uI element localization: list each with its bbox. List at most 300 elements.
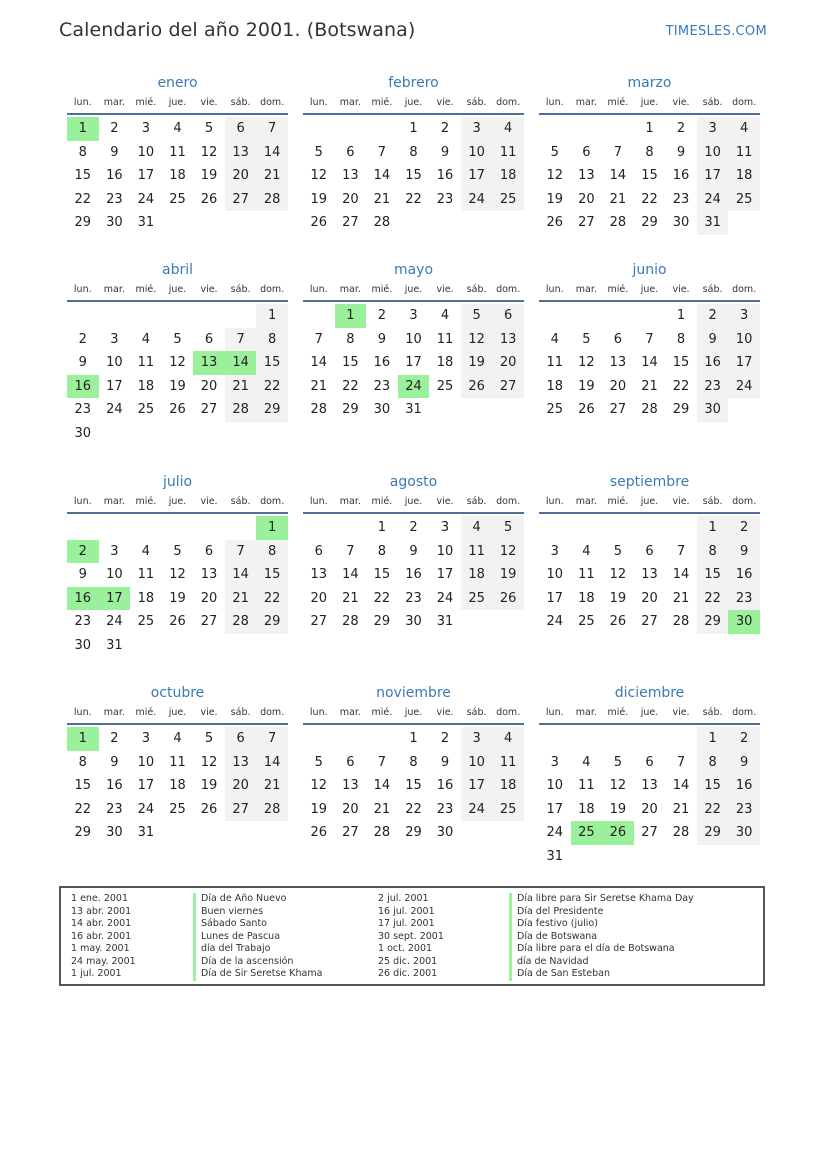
day-cell: 23	[373, 378, 391, 394]
day-cell: 30	[405, 614, 422, 629]
day-cell: 6	[204, 331, 214, 347]
month-agosto	[303, 472, 524, 634]
day-cell: 9	[440, 144, 450, 160]
day-cell: 7	[314, 331, 323, 347]
day-cell: 18	[578, 590, 595, 606]
day-cell: 6	[582, 144, 591, 160]
day-cell: 22	[641, 191, 658, 207]
day-grid	[539, 115, 760, 235]
month-name: junio	[632, 262, 667, 278]
month-name: mayo	[393, 262, 434, 278]
empty-cell	[303, 727, 335, 751]
day-cell: 22	[342, 378, 359, 394]
day-cell: 10	[546, 567, 564, 582]
day-cell: 18	[137, 378, 155, 394]
day-cell: 8	[377, 543, 387, 559]
day-cell: 24	[106, 402, 123, 417]
day-cell: 30	[672, 215, 690, 230]
weekday-label: dom.	[732, 496, 757, 507]
day-cell: 2	[728, 727, 760, 751]
empty-cell	[303, 304, 335, 328]
holiday-day-cell: 14	[225, 351, 257, 375]
empty-cell	[193, 304, 225, 328]
day-cell: 31	[405, 402, 422, 417]
day-cell: 20	[342, 191, 359, 207]
legend-date: 13 abr. 2001	[71, 905, 132, 917]
day-cell: 12	[200, 754, 218, 770]
legend-dates-left	[71, 893, 136, 981]
weekday-label: lun.	[73, 97, 92, 108]
day-cell: 28	[672, 825, 690, 840]
weekday-label: jue.	[168, 284, 187, 295]
day-cell: 3	[461, 117, 493, 141]
day-cell: 20	[492, 351, 524, 375]
weekday-label: mié.	[607, 496, 629, 507]
holiday-day-cell: 16	[67, 375, 99, 399]
empty-cell	[602, 516, 634, 540]
month-name: diciembre	[614, 685, 685, 701]
day-cell: 7	[225, 540, 257, 564]
day-cell: 24	[697, 188, 729, 212]
weekday-label: vie.	[200, 97, 218, 108]
legend-date: 24 may. 2001	[71, 955, 136, 967]
day-cell: 15	[641, 168, 658, 183]
weekday-header	[67, 495, 288, 514]
day-cell: 8	[256, 540, 288, 564]
day-cell: 26	[310, 825, 328, 840]
day-cell: 22	[672, 378, 690, 394]
day-cell: 11	[546, 355, 564, 370]
day-cell: 3	[461, 727, 493, 751]
day-cell: 18	[169, 778, 186, 793]
day-cell: 29	[342, 402, 359, 417]
day-cell: 7	[676, 543, 686, 559]
day-cell: 1	[697, 727, 729, 751]
day-cell: 5	[613, 754, 623, 770]
day-cell: 2	[440, 121, 450, 136]
empty-cell	[665, 516, 697, 540]
weekday-label: dom.	[260, 284, 285, 295]
day-cell: 27	[225, 188, 257, 212]
weekday-label: mar.	[339, 284, 361, 295]
day-cell: 12	[169, 567, 186, 582]
empty-cell	[571, 117, 603, 141]
day-cell: 14	[373, 778, 391, 793]
holiday-day-cell: 17	[99, 587, 131, 611]
day-cell: 8	[697, 540, 729, 564]
month-marzo	[539, 73, 760, 235]
empty-cell	[539, 117, 571, 141]
weekday-label: sáb.	[230, 97, 251, 108]
day-cell: 8	[78, 144, 87, 160]
day-cell: 1	[409, 121, 418, 136]
weekday-label: dom.	[496, 707, 521, 718]
weekday-label: jue.	[640, 707, 659, 718]
legend-holiday-name: Sábado Santo	[193, 918, 322, 931]
day-cell: 27	[609, 402, 627, 417]
month-noviembre	[303, 683, 524, 845]
day-cell: 6	[613, 331, 623, 347]
holiday-day-cell: 24	[398, 375, 430, 399]
month-febrero	[303, 73, 524, 235]
weekday-label: mié.	[607, 97, 629, 108]
weekday-label: vie.	[672, 284, 690, 295]
weekday-label: dom.	[732, 707, 757, 718]
day-cell: 29	[697, 821, 729, 845]
weekday-label: jue.	[404, 97, 423, 108]
day-cell: 30	[106, 825, 123, 840]
weekday-label: jue.	[640, 97, 659, 108]
day-cell: 23	[405, 590, 422, 606]
weekday-label: dom.	[260, 496, 285, 507]
day-cell: 13	[342, 168, 359, 183]
day-cell: 14	[256, 141, 288, 165]
day-cell: 1	[676, 308, 686, 323]
weekday-label: mar.	[339, 97, 361, 108]
day-cell: 13	[492, 328, 524, 352]
day-cell: 10	[461, 751, 493, 775]
brand-link[interactable]: TIMESLES.COM	[665, 24, 767, 39]
day-cell: 3	[110, 331, 119, 347]
day-cell: 26	[578, 402, 595, 417]
day-cell: 17	[546, 801, 564, 817]
day-cell: 16	[728, 563, 760, 587]
day-cell: 23	[436, 801, 454, 817]
weekday-label: sáb.	[466, 496, 487, 507]
day-cell: 19	[169, 590, 186, 606]
day-cell: 24	[461, 798, 493, 822]
legend-holiday-name: Día de la ascensión	[193, 956, 322, 969]
day-cell: 3	[440, 520, 450, 535]
day-cell: 23	[728, 798, 760, 822]
day-cell: 18	[546, 378, 564, 394]
day-cell: 22	[405, 801, 422, 817]
day-cell: 21	[672, 590, 690, 606]
day-cell: 31	[697, 211, 729, 235]
day-cell: 18	[728, 164, 760, 188]
day-cell: 26	[169, 614, 186, 629]
day-cell: 22	[256, 375, 288, 399]
day-cell: 24	[436, 590, 454, 606]
day-cell: 31	[436, 614, 454, 629]
weekday-label: mar.	[575, 284, 597, 295]
weekday-label: lun.	[309, 496, 328, 507]
empty-cell	[366, 727, 398, 751]
day-cell: 1	[697, 516, 729, 540]
holiday-legend	[59, 886, 765, 986]
day-cell: 24	[546, 614, 564, 629]
weekday-label: mar.	[103, 284, 125, 295]
day-cell: 13	[225, 141, 257, 165]
day-cell: 22	[373, 590, 391, 606]
month-name: marzo	[627, 75, 672, 91]
day-cell: 20	[310, 590, 328, 606]
holiday-day-cell: 2	[67, 540, 99, 564]
day-cell: 26	[200, 191, 218, 207]
legend-holiday-name: Día de San Esteban	[509, 968, 694, 981]
weekday-label: sáb.	[702, 284, 723, 295]
day-cell: 9	[78, 567, 87, 582]
day-cell: 25	[492, 798, 524, 822]
day-cell: 7	[676, 754, 686, 770]
weekday-label: vie.	[200, 707, 218, 718]
day-cell: 18	[492, 774, 524, 798]
weekday-label: lun.	[545, 97, 564, 108]
weekday-header	[303, 283, 524, 302]
day-cell: 11	[169, 754, 186, 770]
day-cell: 9	[409, 543, 418, 559]
legend-date: 1 oct. 2001	[378, 943, 433, 954]
day-cell: 23	[697, 375, 729, 399]
page-title: Calendario del año 2001. (Botswana)	[59, 19, 416, 41]
day-cell: 7	[377, 754, 387, 770]
weekday-label: lun.	[545, 284, 564, 295]
day-cell: 14	[256, 751, 288, 775]
day-cell: 3	[550, 754, 559, 770]
day-cell: 17	[546, 590, 564, 606]
weekday-label: jue.	[168, 97, 187, 108]
day-cell: 4	[582, 754, 591, 770]
day-cell: 7	[613, 144, 623, 160]
day-cell: 1	[256, 304, 288, 328]
month-name: agosto	[389, 474, 438, 490]
weekday-label: dom.	[260, 707, 285, 718]
day-cell: 6	[346, 144, 355, 160]
day-cell: 30	[74, 425, 92, 441]
day-cell: 30	[728, 821, 760, 845]
day-cell: 11	[461, 540, 493, 564]
day-cell: 25	[461, 587, 493, 611]
day-cell: 5	[550, 144, 559, 160]
legend-holiday-name: Día del Presidente	[509, 906, 694, 919]
day-cell: 2	[697, 304, 729, 328]
weekday-label: sáb.	[702, 97, 723, 108]
day-cell: 4	[728, 117, 760, 141]
day-cell: 5	[204, 731, 214, 746]
day-cell: 6	[645, 543, 654, 559]
day-grid	[539, 725, 760, 868]
day-cell: 10	[436, 543, 454, 559]
day-grid	[67, 115, 288, 235]
day-cell: 8	[256, 328, 288, 352]
day-cell: 2	[409, 520, 418, 535]
day-cell: 28	[310, 402, 328, 417]
legend-date: 1 ene. 2001	[71, 893, 128, 904]
month-name: septiembre	[609, 474, 690, 490]
day-cell: 15	[256, 563, 288, 587]
weekday-label: mié.	[135, 496, 157, 507]
day-cell: 7	[346, 543, 355, 559]
weekday-header	[67, 283, 288, 302]
day-cell: 5	[314, 754, 323, 770]
weekday-label: dom.	[496, 97, 521, 108]
day-cell: 29	[697, 610, 729, 634]
day-cell: 22	[74, 191, 92, 207]
day-cell: 13	[225, 751, 257, 775]
day-cell: 20	[641, 590, 658, 606]
day-cell: 13	[641, 567, 658, 582]
day-cell: 27	[641, 614, 658, 629]
empty-cell	[634, 304, 666, 328]
day-cell: 18	[492, 164, 524, 188]
day-grid	[539, 514, 760, 634]
day-cell: 28	[373, 215, 391, 230]
day-cell: 2	[78, 331, 87, 347]
day-cell: 13	[609, 355, 627, 370]
empty-cell	[366, 117, 398, 141]
weekday-label: sáb.	[230, 707, 251, 718]
day-cell: 12	[609, 567, 627, 582]
holiday-day-cell: 25	[571, 821, 603, 845]
legend-names-right	[509, 893, 694, 981]
day-cell: 30	[74, 637, 92, 653]
empty-cell	[193, 516, 225, 540]
day-cell: 29	[373, 614, 391, 629]
day-cell: 15	[256, 351, 288, 375]
empty-cell	[602, 727, 634, 751]
holiday-day-cell: 1	[335, 304, 367, 328]
weekday-label: jue.	[404, 284, 423, 295]
empty-cell	[539, 304, 571, 328]
weekday-header	[303, 495, 524, 514]
day-cell: 6	[492, 304, 524, 328]
day-cell: 11	[492, 141, 524, 165]
day-cell: 7	[645, 331, 654, 347]
legend-holiday-name: Día libre para el día de Botswana	[509, 943, 694, 956]
day-cell: 15	[697, 774, 729, 798]
day-cell: 28	[609, 215, 627, 230]
day-cell: 25	[137, 402, 155, 417]
legend-holiday-name: Día libre para Sir Seretse Khama Day	[509, 893, 694, 906]
legend-date: 1 jul. 2001	[71, 968, 122, 979]
day-cell: 12	[578, 355, 595, 370]
day-cell: 10	[106, 355, 123, 370]
empty-cell	[539, 727, 571, 751]
day-cell: 31	[546, 848, 564, 864]
weekday-label: vie.	[436, 97, 454, 108]
day-cell: 5	[314, 144, 323, 160]
day-cell: 11	[492, 751, 524, 775]
day-cell: 26	[546, 215, 564, 230]
day-cell: 15	[342, 355, 359, 370]
day-cell: 21	[609, 191, 627, 207]
weekday-label: mar.	[575, 707, 597, 718]
day-cell: 20	[225, 774, 257, 798]
empty-cell	[225, 516, 257, 540]
day-cell: 22	[697, 798, 729, 822]
day-cell: 10	[697, 141, 729, 165]
day-cell: 19	[310, 191, 328, 207]
day-cell: 17	[405, 355, 422, 370]
legend-holiday-name: Buen viernes	[193, 906, 322, 919]
day-cell: 23	[74, 402, 92, 417]
weekday-label: mié.	[371, 496, 393, 507]
day-cell: 19	[546, 191, 564, 207]
day-cell: 27	[641, 825, 658, 840]
empty-cell	[634, 516, 666, 540]
weekday-label: mié.	[135, 707, 157, 718]
month-name: noviembre	[376, 685, 451, 701]
holiday-day-cell: 16	[67, 587, 99, 611]
empty-cell	[602, 117, 634, 141]
day-cell: 6	[204, 543, 214, 559]
day-cell: 21	[342, 590, 359, 606]
day-cell: 30	[697, 398, 729, 422]
day-cell: 6	[225, 727, 257, 751]
day-cell: 21	[225, 375, 257, 399]
day-cell: 11	[578, 778, 595, 793]
day-cell: 15	[373, 567, 391, 582]
day-cell: 25	[169, 191, 186, 207]
day-cell: 16	[436, 168, 454, 183]
day-cell: 23	[728, 587, 760, 611]
day-cell: 5	[492, 516, 524, 540]
day-cell: 19	[609, 590, 627, 606]
day-grid	[539, 302, 760, 422]
day-cell: 4	[492, 727, 524, 751]
day-cell: 5	[173, 543, 182, 559]
weekday-label: sáb.	[466, 707, 487, 718]
day-cell: 8	[409, 144, 418, 160]
weekday-label: dom.	[496, 284, 521, 295]
empty-cell	[335, 727, 367, 751]
empty-cell	[539, 516, 571, 540]
empty-cell	[99, 516, 131, 540]
day-cell: 29	[672, 402, 690, 417]
day-cell: 9	[377, 331, 387, 347]
day-cell: 2	[676, 121, 686, 136]
legend-date: 26 dic. 2001	[378, 968, 438, 979]
day-cell: 7	[225, 328, 257, 352]
day-cell: 13	[342, 778, 359, 793]
day-cell: 17	[697, 164, 729, 188]
day-cell: 21	[373, 801, 391, 817]
weekday-label: sáb.	[466, 97, 487, 108]
legend-date: 2 jul. 2001	[378, 893, 429, 904]
empty-cell	[67, 516, 99, 540]
day-cell: 28	[225, 610, 257, 634]
day-cell: 19	[609, 801, 627, 817]
legend-dates-right	[378, 893, 444, 981]
weekday-label: vie.	[200, 496, 218, 507]
day-cell: 16	[672, 168, 690, 183]
day-cell: 27	[342, 215, 359, 230]
day-cell: 26	[492, 587, 524, 611]
legend-holiday-name: Lunes de Pascua	[193, 931, 322, 944]
day-cell: 3	[728, 304, 760, 328]
day-cell: 17	[461, 774, 493, 798]
weekday-label: sáb.	[230, 284, 251, 295]
month-name: octubre	[150, 685, 205, 701]
day-cell: 4	[173, 121, 182, 136]
day-cell: 26	[169, 402, 186, 417]
day-cell: 15	[697, 563, 729, 587]
day-cell: 3	[141, 121, 151, 136]
day-cell: 2	[110, 731, 119, 746]
day-cell: 14	[342, 567, 359, 582]
day-cell: 17	[728, 351, 760, 375]
day-cell: 3	[550, 543, 559, 559]
day-cell: 9	[697, 328, 729, 352]
day-cell: 29	[405, 825, 422, 840]
day-cell: 23	[74, 614, 92, 629]
holiday-day-cell: 13	[193, 351, 225, 375]
weekday-header	[539, 495, 760, 514]
empty-cell	[571, 727, 603, 751]
day-cell: 18	[578, 801, 595, 817]
day-cell: 6	[346, 754, 355, 770]
legend-date: 1 may. 2001	[71, 943, 130, 954]
